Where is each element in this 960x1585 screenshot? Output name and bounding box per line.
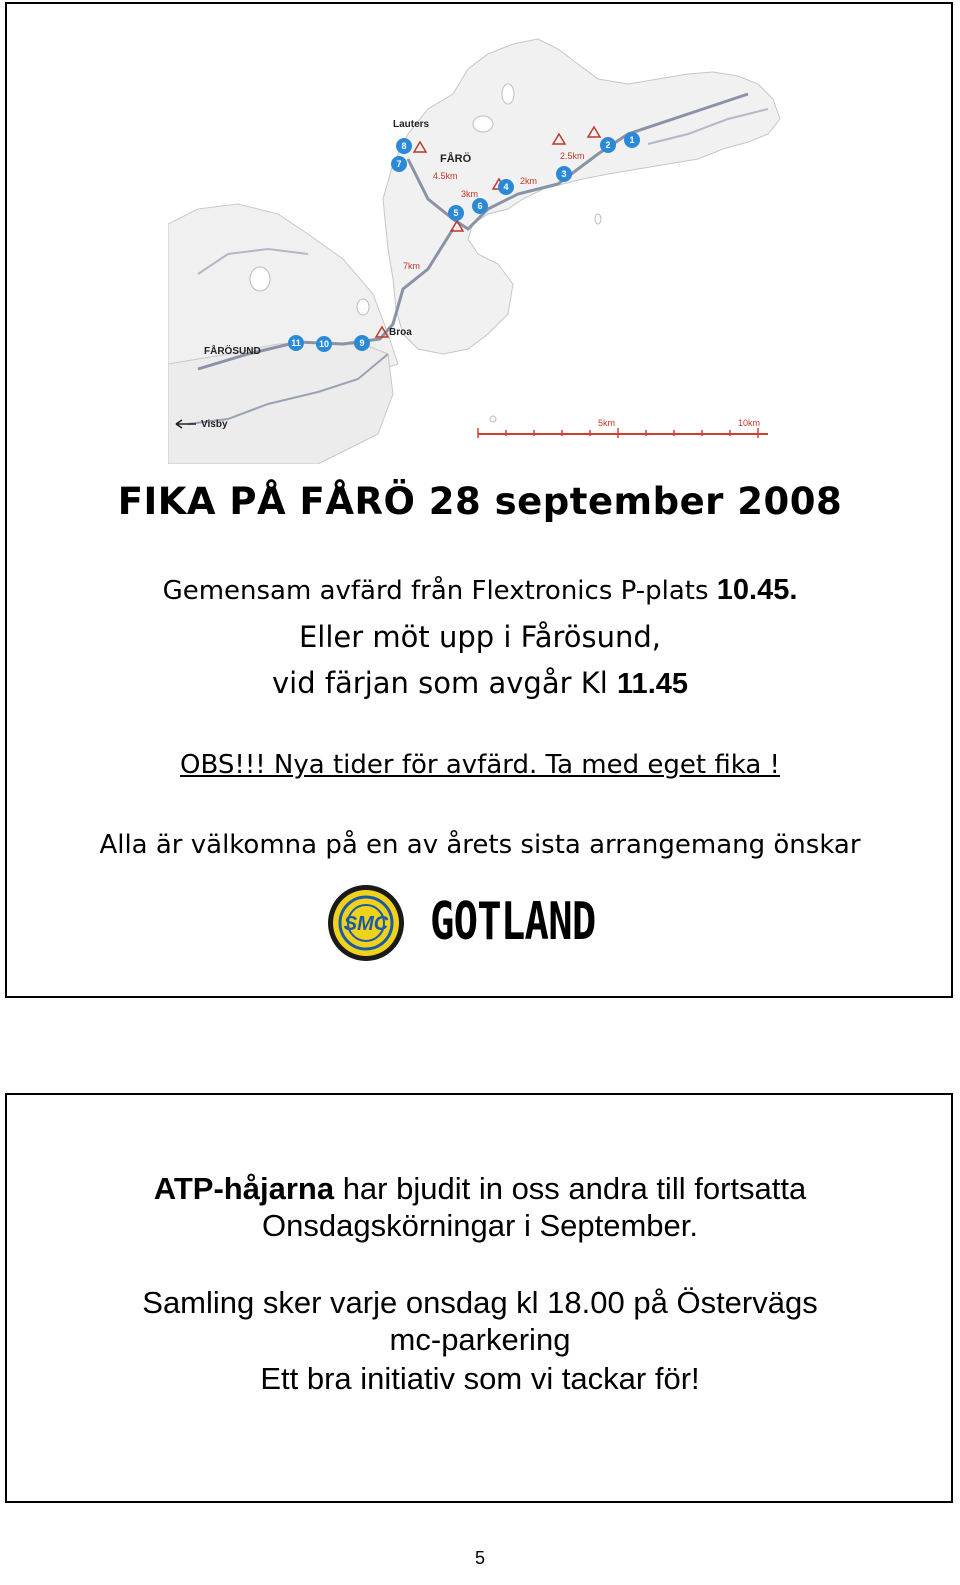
atp-line-5: Ett bra initiativ som vi tackar för! xyxy=(260,1361,700,1396)
atp-line-1-rest: har bjudit in oss andra till fortsatta xyxy=(334,1171,807,1206)
marker-8 xyxy=(396,138,412,154)
marker-3 xyxy=(556,166,572,182)
map-label-lauters: Lauters xyxy=(393,119,430,130)
obs-notice-text: OBS!!! Nya tider för avfärd. Ta med eget fika ! xyxy=(180,750,780,780)
page-number: 5 xyxy=(474,1548,485,1568)
svg-text:7: 7 xyxy=(396,159,402,169)
svg-text:4: 4 xyxy=(503,182,509,192)
atp-line-4: mc-parkering xyxy=(389,1322,571,1357)
ferry-time: 11.45 xyxy=(617,668,689,700)
svg-text:11: 11 xyxy=(291,338,301,348)
marker-4 xyxy=(498,179,514,195)
map-label-faro: FÅRÖ xyxy=(440,153,472,165)
map-label-7km: 7km xyxy=(403,261,421,271)
svg-text:10: 10 xyxy=(318,339,330,349)
map-label-2-5km: 2.5km xyxy=(560,151,585,161)
marker-2 xyxy=(600,137,616,153)
ferry-text: vid färjan som avgår Kl xyxy=(271,666,618,700)
svg-text:3: 3 xyxy=(561,169,567,179)
marker-7 xyxy=(391,156,407,172)
atp-line-3: Samling sker varje onsdag kl 18.00 på Östervägs xyxy=(142,1285,818,1320)
departure-line xyxy=(0,574,960,607)
map-label-broa: Broa xyxy=(389,327,412,338)
svg-text:5: 5 xyxy=(453,208,459,218)
svg-text:8: 8 xyxy=(401,141,407,151)
atp-line-1 xyxy=(0,1170,960,1207)
map-label-farosund: FÅRÖSUND xyxy=(204,346,261,357)
map-label-2km: 2km xyxy=(520,176,538,186)
svg-text:1: 1 xyxy=(629,135,635,145)
welcome-text: Alla är välkomna på en av årets sista arrangemang önskar xyxy=(99,830,861,860)
scale-label-5km: 5km xyxy=(598,418,616,428)
svg-text:SMC: SMC xyxy=(343,913,389,935)
svg-text:6: 6 xyxy=(477,201,483,211)
scale-label-10km: 10km xyxy=(738,418,761,428)
marker-6 xyxy=(472,198,488,214)
marker-1 xyxy=(624,132,640,148)
marker-9 xyxy=(354,335,370,351)
smc-logo xyxy=(326,883,406,963)
event-title: FIKA PÅ FÅRÖ 28 september 2008 xyxy=(117,480,843,523)
meet-up-line: Eller möt upp i Fårösund, xyxy=(298,620,661,654)
obs-notice xyxy=(0,750,960,780)
atp-name: ATP-håjarna xyxy=(153,1171,335,1206)
svg-text:2: 2 xyxy=(605,140,611,150)
map-label-4-5km: 4.5km xyxy=(433,171,458,181)
map-label-visby: Visby xyxy=(201,419,228,430)
gotland-wordmark: GOTLAND xyxy=(430,892,596,952)
faro-route-map xyxy=(168,24,788,464)
atp-line-2: Onsdagskörningar i September. xyxy=(262,1208,698,1243)
departure-text: Gemensam avfärd från Flextronics P-plats xyxy=(162,576,717,606)
departure-time: 10.45. xyxy=(716,574,798,606)
marker-5 xyxy=(448,205,464,221)
map-label-3km: 3km xyxy=(461,189,479,199)
svg-text:9: 9 xyxy=(359,338,365,348)
marker-10 xyxy=(316,336,332,352)
ferry-line xyxy=(0,666,960,701)
marker-11 xyxy=(288,335,304,351)
